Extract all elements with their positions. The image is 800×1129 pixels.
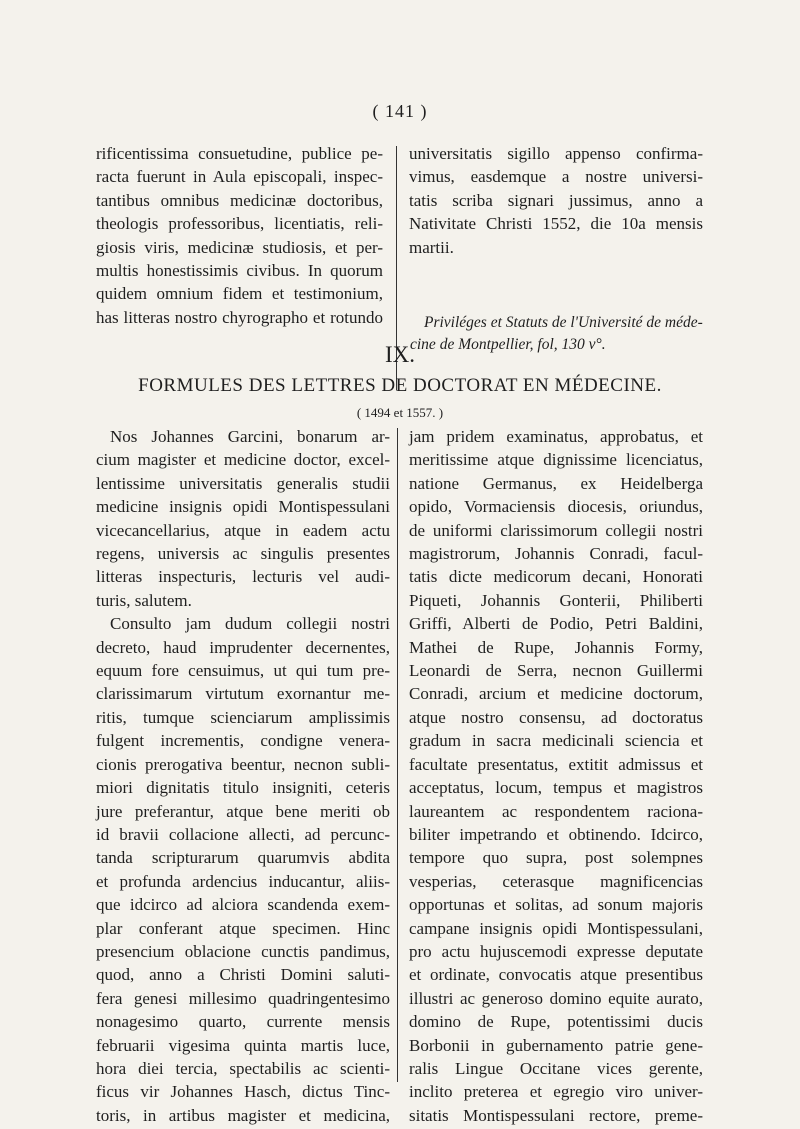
- text-line: ficus vir Johannes Hasch, dictus Tinc-: [96, 1082, 390, 1102]
- text-line: Piqueti, Johannis Gonterii, Philiberti: [409, 590, 703, 610]
- text-line: campane insignis opidi Montispessulani,: [409, 918, 703, 938]
- text-line: hora diei tercia, spectabilis ac scienti-: [96, 1058, 390, 1078]
- text-line: id bravii collacione allecti, ad percunc-: [96, 824, 390, 844]
- text-line: tatis scriba signari jussimus, anno a: [409, 190, 703, 210]
- text-line: Conradi, arcium et medicine doctorum,: [409, 684, 703, 704]
- text-line: tantibus omnibus medicinæ doctoribus,: [96, 190, 383, 210]
- text-line: has litteras nostro chyrographo et rotundo: [96, 307, 383, 327]
- text-line: equum fore censuimus, ut qui tum pre-: [96, 661, 390, 681]
- text-line: miori dignitatis titulo insigniti, ceteris: [96, 778, 390, 798]
- text-line: clarissimarum virtutum exornantur me-: [96, 684, 390, 704]
- text-line: cine de Montpellier, fol, 130 v°.: [410, 336, 606, 353]
- section-title: FORMULES DES LETTRES DE DOCTORAT EN MÉDECINE.: [138, 375, 662, 396]
- text-line: cium magister et medicine doctor, excel-: [96, 450, 390, 470]
- page-number: ( 141 ): [372, 101, 428, 121]
- text-line: multis honestissimis civibus. In quorum: [96, 261, 383, 281]
- text-line: jam pridem examinatus, approbatus, et: [409, 427, 703, 446]
- text-line: Consulto jam dudum collegii nostri: [110, 614, 390, 634]
- text-line: universitatis sigillo appenso confirma-: [409, 144, 703, 163]
- section-date: ( 1494 et 1557. ): [356, 405, 444, 420]
- text-line: fera genesi millesimo quadringentesimo: [96, 988, 390, 1008]
- text-line: sitatis Montispessulani rectore, preme-: [409, 1105, 703, 1125]
- text-line: vimus, easdemque a nostre universi-: [409, 167, 703, 187]
- text-line: ritis, tumque scienciarum amplissimis: [96, 707, 390, 727]
- text-line: regens, universis ac singulis presentes: [96, 544, 390, 564]
- text-line: biliter impetrando et obtinendo. Idcirco,: [409, 824, 703, 844]
- text-line: decreto, haud imprudenter decernentes,: [96, 637, 390, 657]
- text-line: pro actu hujuscemodi expresse deputate: [409, 941, 703, 961]
- text-line: jure preferantur, atque bene meriti ob: [96, 801, 390, 821]
- text-line: racta fuerunt in Aula episcopali, inspec-: [96, 167, 383, 187]
- text-line: Leonardi de Serra, necnon Guillermi: [409, 661, 703, 681]
- text-line: quod, anno a Christi Domini saluti-: [96, 965, 390, 985]
- text-line: de uniformi clarissimorum collegii nostri: [409, 520, 703, 540]
- text-line: litteras inspecturis, lecturis vel audi-: [96, 567, 390, 587]
- text-line: laureantem ac respondentem raciona-: [409, 801, 703, 821]
- text-line: vicecancellarius, atque in eadem actu: [96, 520, 390, 540]
- text-line: illustri ac generoso domino equite aurato,: [409, 988, 703, 1008]
- text-line: theologis professoribus, licentiatis, reli-: [96, 214, 383, 234]
- text-line: magistrorum, Johannis Conradi, facul-: [409, 544, 703, 564]
- text-line: que idcirco ad alciora scandenda exem-: [96, 895, 390, 915]
- top-left-column: [96, 142, 383, 329]
- text-line: quidem omnium fidem et testimonium,: [96, 284, 383, 304]
- text-line: Borbonii in gubernamento patrie gene-: [409, 1035, 703, 1055]
- text-line: facultate presentatus, extitit admissus et: [409, 754, 703, 774]
- text-line: inclito preterea et egregio viro univer-: [409, 1082, 703, 1102]
- text-line: et profunda ardencius inducantur, aliis-: [96, 871, 390, 891]
- text-line: plar conferant atque specimen. Hinc: [96, 918, 390, 938]
- text-line: lentissime universitatis generalis studii: [96, 473, 390, 493]
- text-line: februarii vigesima quinta martis luce,: [96, 1035, 390, 1055]
- text-line: opido, Vormaciensis diocesis, oriundus,: [409, 497, 703, 517]
- text-line: Priviléges et Statuts de l'Université de méde-: [424, 314, 703, 331]
- text-line: tatis dicte medicorum decani, Honorati: [409, 567, 703, 587]
- text-line: Mathei de Rupe, Johannis Formy,: [409, 637, 703, 657]
- text-line: ralis Lingue Occitane vices gerente,: [409, 1058, 703, 1078]
- text-line: cionis prerogativa beentur, necnon subli-: [96, 754, 390, 774]
- text-line: toris, in artibus magister et medicina,: [96, 1105, 390, 1125]
- bottom-left-column: [96, 425, 390, 1127]
- text-line: nonagesimo quarto, currente mensis: [96, 1012, 390, 1032]
- text-line: martii.: [409, 237, 454, 257]
- text-line: tempore quo supra, post solempnes: [409, 848, 703, 868]
- text-line: meritissime atque dignissime licenciatus,: [409, 450, 703, 470]
- text-line: Nativitate Christi 1552, die 10a mensis: [409, 214, 703, 234]
- text-line: et ordinate, convocatis atque presentibus: [409, 965, 703, 985]
- text-line: tanda scripturarum quarumvis abdita: [96, 848, 390, 868]
- section-number: IX.: [384, 342, 416, 367]
- text-line: giosis viris, medicinæ studiosis, et per-: [96, 237, 383, 257]
- text-line: opportunas et solitas, ad sonum majoris: [409, 895, 703, 915]
- text-line: fulgent incrementis, condigne venera-: [96, 731, 390, 751]
- text-line: presencium oblacione cunctis pandimus,: [96, 941, 390, 961]
- text-line: Griffi, Alberti de Podio, Petri Baldini,: [409, 614, 703, 634]
- column-divider-bottom: [397, 428, 398, 1082]
- text-line: domino de Rupe, potentissimi ducis: [409, 1012, 703, 1032]
- text-line: atque nostro consensu, ad doctoratus: [409, 707, 703, 727]
- top-right-column: [409, 142, 703, 259]
- text-line: gradum in sacra medicinali sciencia et: [409, 731, 703, 751]
- text-line: acceptatus, locum, tempus et magistros: [409, 778, 703, 798]
- text-line: medicine insignis opidi Montispessulani: [96, 497, 390, 517]
- text-line: rificentissima consuetudine, publice pe-: [96, 144, 383, 163]
- text-line: vesperias, ceterasque magnificencias: [409, 871, 703, 891]
- text-line: natione Germanus, ex Heidelberga: [409, 473, 703, 493]
- text-line: Nos Johannes Garcini, bonarum ar-: [110, 427, 390, 446]
- bottom-right-column: [409, 425, 703, 1127]
- text-line: turis, salutem.: [96, 590, 192, 610]
